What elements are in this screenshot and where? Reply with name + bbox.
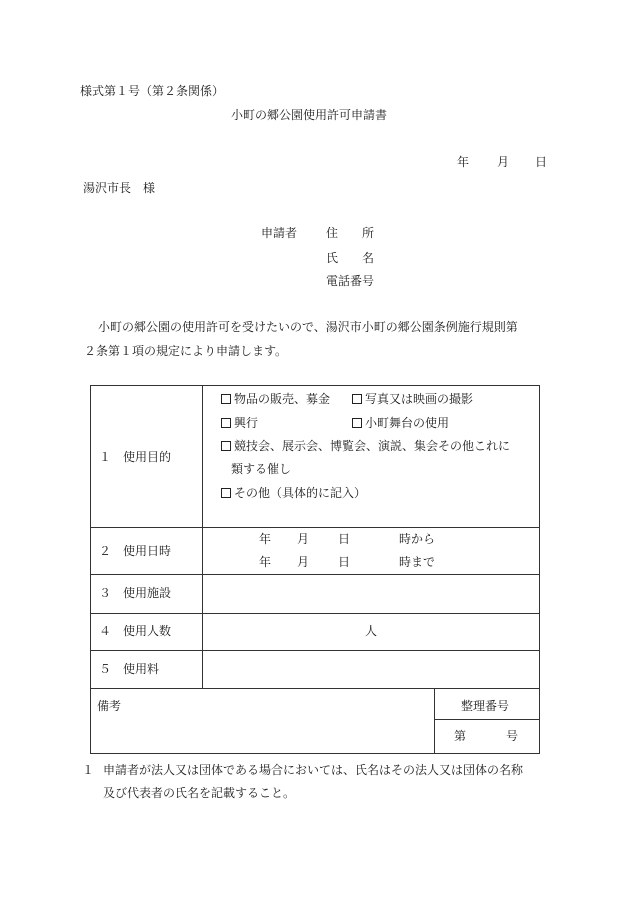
to-day[interactable]: 日 xyxy=(338,555,351,569)
note-number: １ xyxy=(82,763,95,777)
from-day[interactable]: 日 xyxy=(338,532,351,546)
facility-field[interactable] xyxy=(206,578,536,610)
name-label: 氏 名 xyxy=(326,251,375,265)
body-text-line2: ２条第１項の規定により申請します。 xyxy=(84,344,288,358)
checkbox-icon[interactable] xyxy=(221,418,231,428)
ref-number-dai: 第 xyxy=(454,729,467,743)
to-year[interactable]: 年 xyxy=(259,555,272,569)
address-label: 住 所 xyxy=(326,226,375,240)
people-unit: 人 xyxy=(365,624,378,638)
fee-label: ５ 使用料 xyxy=(99,662,160,676)
from-month[interactable]: 月 xyxy=(297,532,310,546)
date-day-label: 日 xyxy=(535,155,548,169)
option-contest[interactable] xyxy=(221,439,510,453)
row-divider xyxy=(91,650,539,651)
ref-number-go: 号 xyxy=(506,729,519,743)
option-photo[interactable] xyxy=(352,392,473,406)
option-show[interactable] xyxy=(221,416,258,430)
checkbox-icon[interactable] xyxy=(221,394,231,404)
datetime-label: ２ 使用日時 xyxy=(99,544,172,558)
people-label: ４ 使用人数 xyxy=(99,624,172,638)
row-divider xyxy=(91,613,539,614)
phone-label: 電話番号 xyxy=(326,274,375,288)
date-year-label: 年 xyxy=(457,155,470,169)
fee-field[interactable] xyxy=(206,654,536,686)
body-text-line1: 小町の郷公園の使用許可を受けたいので、湯沢市小町の郷公園条例施行規則第 xyxy=(98,320,518,334)
date-month-label: 月 xyxy=(497,155,510,169)
remarks-label: 備考 xyxy=(97,699,122,713)
checkbox-icon[interactable] xyxy=(352,418,362,428)
ref-number-label: 整理番号 xyxy=(461,699,510,713)
option-sales[interactable] xyxy=(221,392,330,406)
addressee: 湯沢市長 様 xyxy=(83,181,156,195)
applicant-label: 申請者 xyxy=(261,226,298,240)
row-divider xyxy=(91,527,539,528)
note-line1: 申請者が法人又は団体である場合においては、氏名はその法人又は団体の名称 xyxy=(103,763,524,777)
from-hour[interactable]: 時から xyxy=(399,532,436,546)
row-divider xyxy=(91,688,539,689)
row-divider xyxy=(91,574,539,575)
to-hour[interactable]: 時まで xyxy=(399,555,436,569)
note-line2: 及び代表者の氏名を記載すること。 xyxy=(103,786,296,800)
application-table xyxy=(90,385,540,754)
to-month[interactable]: 月 xyxy=(297,555,310,569)
remarks-divider xyxy=(434,688,435,753)
option-sales-label: 物品の販売、募金 xyxy=(234,392,331,406)
option-show-label: 興行 xyxy=(234,416,259,430)
facility-label: ３ 使用施設 xyxy=(99,586,172,600)
checkbox-icon[interactable] xyxy=(221,441,231,451)
checkbox-icon[interactable] xyxy=(221,488,231,498)
checkbox-icon[interactable] xyxy=(352,394,362,404)
option-other[interactable] xyxy=(221,486,366,500)
ref-divider xyxy=(434,719,539,720)
option-contest-continued: 類する催し xyxy=(231,462,292,476)
option-stage[interactable] xyxy=(352,416,449,430)
form-number: 様式第１号（第２条関係） xyxy=(80,84,225,98)
from-year[interactable]: 年 xyxy=(259,532,272,546)
option-other-label: その他（具体的に記入） xyxy=(234,486,367,500)
document-title: 小町の郷公園使用許可申請書 xyxy=(231,108,388,122)
purpose-label: １ 使用目的 xyxy=(99,450,172,464)
option-photo-label: 写真又は映画の撮影 xyxy=(365,392,474,406)
option-contest-label: 競技会、展示会、博覧会、演説、集会その他これに xyxy=(234,439,511,453)
label-column-divider xyxy=(202,386,203,688)
option-stage-label: 小町舞台の使用 xyxy=(365,416,450,430)
